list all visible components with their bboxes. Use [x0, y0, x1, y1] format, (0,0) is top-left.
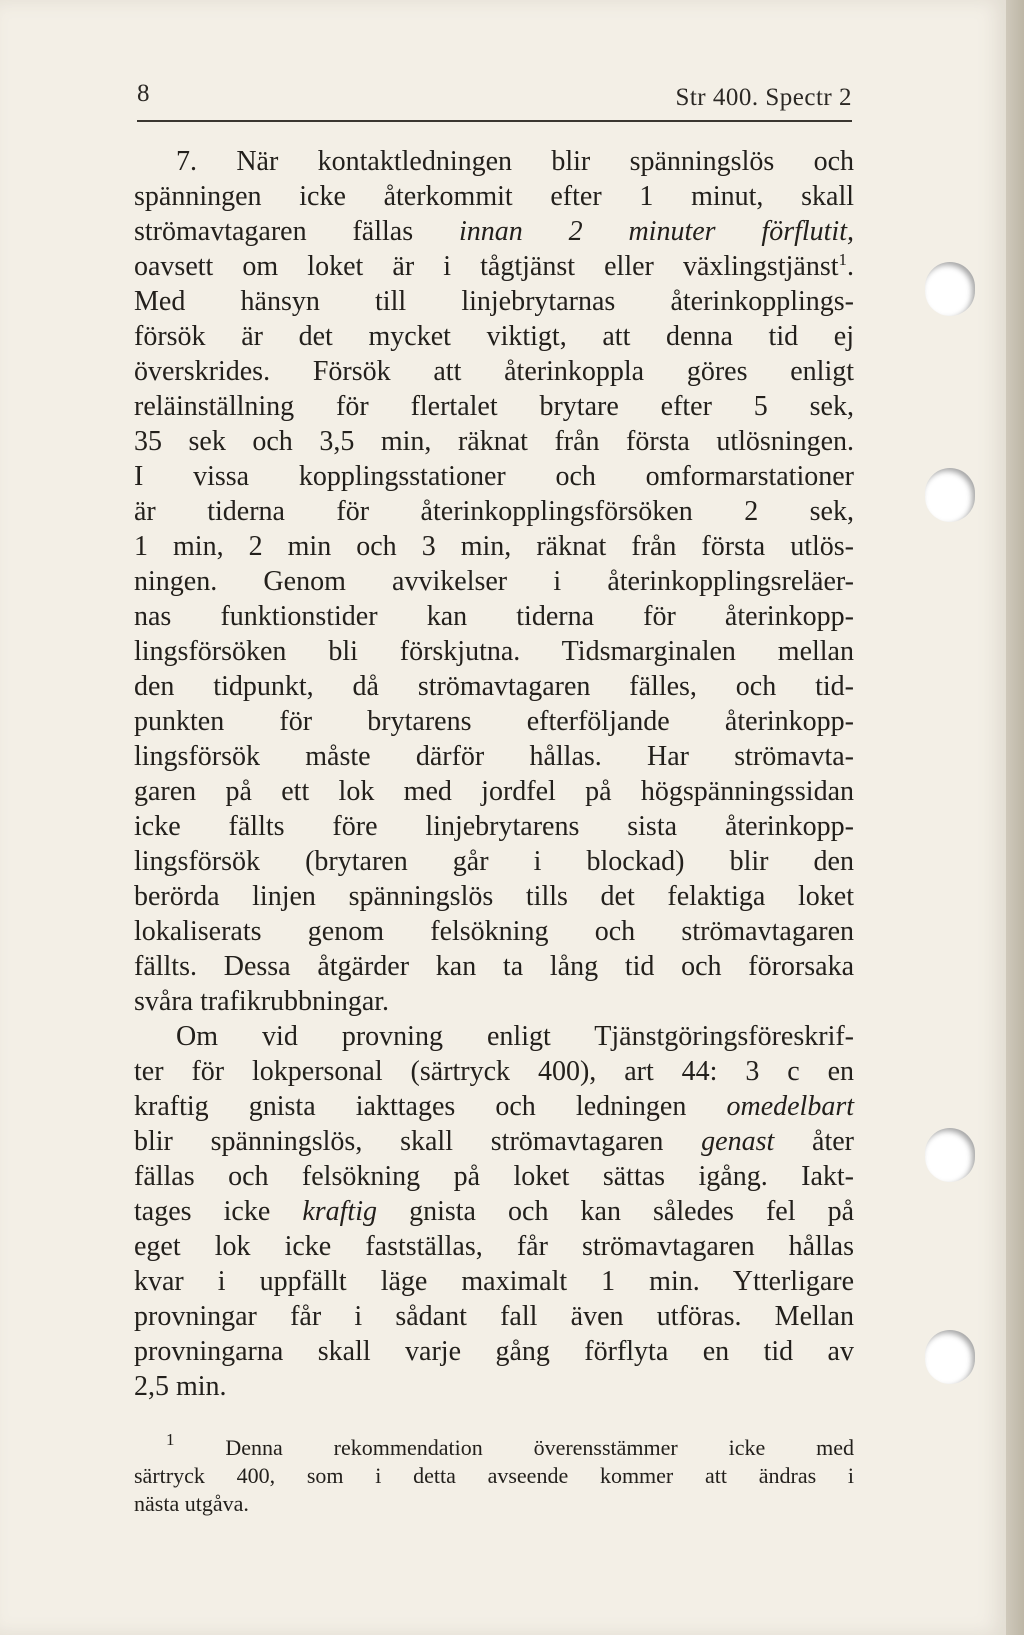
text-segment: icke fällts före linjebrytarens sista återinkopp-: [134, 811, 854, 842]
text-line: [134, 809, 854, 844]
punch-hole: [925, 468, 975, 522]
text-line: [134, 1229, 854, 1264]
text-segment: lokaliserats genom felsökning och strömavtagaren: [134, 916, 854, 947]
text-line: [134, 599, 854, 634]
text-line: [134, 1334, 854, 1369]
text-line: [134, 1019, 854, 1054]
text-segment: kraftig gnista iakttages och ledningen: [134, 1091, 727, 1122]
emphasis-text: omedelbart: [726, 1091, 854, 1122]
text-line: [134, 704, 854, 739]
text-line: [134, 949, 854, 984]
text-line: [134, 1299, 854, 1334]
text-segment: fällas och felsökning på loket sättas igång. Iakt-: [134, 1161, 854, 1192]
punch-hole: [925, 262, 975, 316]
page-number: 8: [137, 80, 150, 107]
text-segment: åter: [774, 1126, 854, 1157]
footnote-marker: 1: [166, 1430, 175, 1449]
text-line: [134, 1264, 854, 1299]
text-segment: 35 sek och 3,5 min, räknat från första utlösningen.: [134, 426, 854, 457]
text-line: [134, 494, 854, 529]
text-line: [134, 844, 854, 879]
text-segment: nas funktionstider kan tiderna för återinkopp-: [134, 601, 854, 632]
text-segment: ningen. Genom avvikelser i återinkopplingsreläer-: [134, 566, 854, 597]
text-line: [134, 914, 854, 949]
text-line: [134, 249, 854, 284]
text-segment: 7. När kontaktledningen blir spänningslös och: [176, 146, 854, 177]
text-line: [134, 739, 854, 774]
text-line: [134, 984, 854, 1019]
page-header: [137, 76, 852, 122]
text-segment: kvar i uppfällt läge maximalt 1 min. Ytterligare: [134, 1266, 854, 1297]
text-segment: svåra trafikrubbningar.: [134, 986, 390, 1017]
emphasis-text: kraftig: [302, 1196, 377, 1227]
text-segment: provningar får i sådant fall även utföras. Mellan: [134, 1301, 854, 1332]
text-segment: lingsförsök (brytaren går i blockad) blir den: [134, 846, 854, 877]
text-line: [134, 529, 854, 564]
text-segment: I vissa kopplingsstationer och omformarstationer: [134, 461, 854, 492]
text-line: [134, 1194, 854, 1229]
text-segment: garen på ett lok med jordfel på högspänningssidan: [134, 776, 854, 807]
text-segment: eget lok icke fastställas, får strömavtagaren hållas: [134, 1231, 854, 1262]
text-segment: Om vid provning enligt Tjänstgöringsföreskrif-: [176, 1021, 854, 1052]
text-segment: berörda linjen spänningslös tills det felaktiga loket: [134, 881, 854, 912]
body-text: [134, 144, 854, 1404]
page-edge: [1006, 0, 1024, 1635]
text-line: [134, 564, 854, 599]
text-segment: 1 min, 2 min och 3 min, räknat från första utlös-: [134, 531, 854, 562]
text-segment: tages icke: [134, 1196, 303, 1227]
text-line: [134, 354, 854, 389]
text-segment: är tiderna för återinkopplingsförsöken 2 sek,: [134, 496, 854, 527]
text-line: [134, 214, 854, 249]
text-line: [134, 319, 854, 354]
text-segment: blir spänningslös, skall strömavtagaren: [134, 1126, 702, 1157]
text-line: [134, 424, 854, 459]
text-segment: strömavtagaren fällas: [134, 216, 459, 247]
text-segment: 2,5 min.: [134, 1371, 227, 1402]
text-line: [134, 459, 854, 494]
text-line: [134, 179, 854, 214]
emphasis-text: genast: [701, 1126, 775, 1157]
text-segment: överskrides. Försök att återinkoppla göres enligt: [134, 356, 854, 387]
text-line: [134, 144, 854, 179]
text-line: [134, 284, 854, 319]
punch-hole: [925, 1330, 975, 1384]
text-line: [134, 879, 854, 914]
text-line: [134, 389, 854, 424]
text-line: [134, 1159, 854, 1194]
punch-hole: [925, 1128, 975, 1182]
text-line: [134, 1369, 854, 1404]
text-line: [134, 634, 854, 669]
text-segment: särtryck 400, som i detta avseende kommer att ändras i: [134, 1463, 854, 1488]
text-line: [134, 1124, 854, 1159]
footnote-line: [134, 1430, 854, 1462]
text-segment: ter för lokpersonal (särtryck 400), art 44: 3 c en: [134, 1056, 854, 1087]
text-line: [134, 774, 854, 809]
text-segment: gnista och kan således fel på: [377, 1196, 854, 1227]
text-segment: oavsett om loket är i tågtjänst eller växlingstjänst: [134, 251, 839, 282]
footnote-marker: 1: [838, 250, 847, 269]
text-segment: den tidpunkt, då strömavtagaren fälles, och tid-: [134, 671, 854, 702]
text-line: [134, 669, 854, 704]
text-segment: spänningen icke återkommit efter 1 minut, skall: [134, 181, 854, 212]
text-segment: lingsförsöken bli förskjutna. Tidsmarginalen mellan: [134, 636, 854, 667]
text-segment: .: [847, 251, 854, 282]
text-segment: nästa utgåva.: [134, 1491, 249, 1516]
footnote: [134, 1430, 854, 1518]
emphasis-text: innan 2 minuter förflutit,: [458, 216, 854, 247]
footnote-line: [134, 1462, 854, 1490]
text-line: [134, 1054, 854, 1089]
text-segment: lingsförsök måste därför hållas. Har strömavta-: [134, 741, 854, 772]
running-head: Str 400. Spectr 2: [675, 84, 852, 111]
text-segment: Med hänsyn till linjebrytarnas återinkopplings-: [134, 286, 854, 317]
text-segment: reläinställning för flertalet brytare efter 5 sek,: [134, 391, 854, 422]
text-segment: punkten för brytarens efterföljande återinkopp-: [134, 706, 854, 737]
text-segment: Denna rekommendation överensstämmer icke med: [174, 1435, 854, 1460]
text-segment: fällts. Dessa åtgärder kan ta lång tid och förorsaka: [134, 951, 854, 982]
text-segment: försök är det mycket viktigt, att denna tid ej: [134, 321, 854, 352]
text-segment: provningarna skall varje gång förflyta en tid av: [134, 1336, 854, 1367]
text-line: [134, 1089, 854, 1124]
footnote-line: [134, 1490, 854, 1518]
